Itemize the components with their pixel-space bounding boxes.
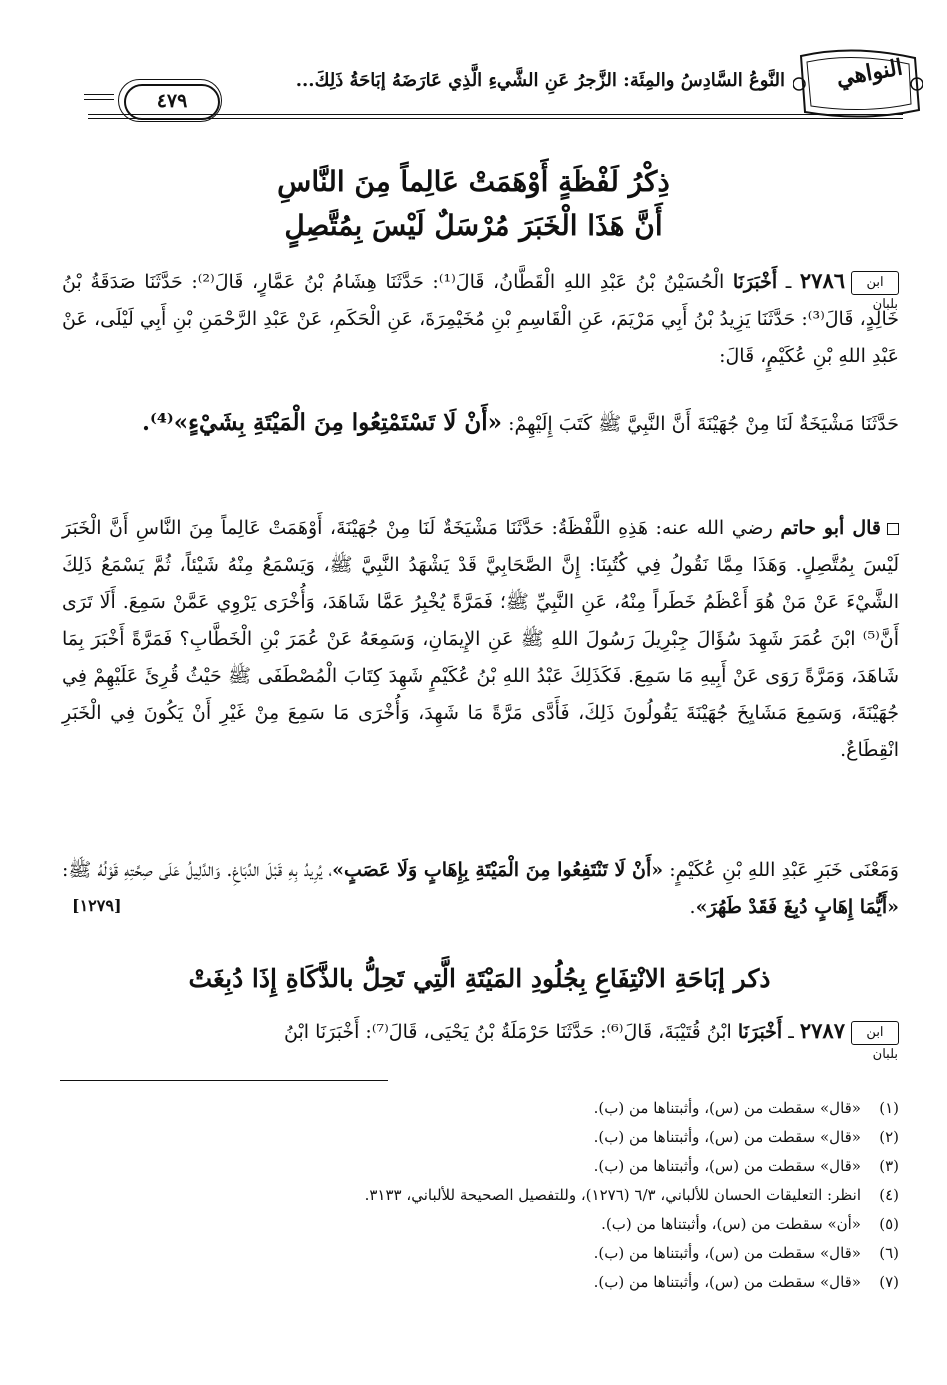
footnote-number: (٣): [879, 1157, 899, 1175]
footnote-text: «قال» سقطت من (س)، وأثبتناها من (ب).: [593, 1273, 861, 1291]
chapter-title-line2: أَنَّ هَذَا الْخَبَرَ مُرْسَلٌ لَيْسَ بِمُتَّصِلٍ: [284, 209, 663, 242]
matn-intro: حَدَّثَنَا مَشْيَخَةٌ لَنَا مِنْ جُهَيْنَةَ أَنَّ النَّبِيَّ ﷺ كَتَبَ إِلَيْهِمْ:: [508, 413, 899, 435]
footnote-number: (٥): [879, 1215, 899, 1233]
footnote-text: «قال» سقطت من (س)، وأثبتناها من (ب).: [593, 1157, 861, 1175]
footnotes: [60, 1094, 899, 1297]
quoted-hadith: «أَنْ لَا تَنْتَفِعُوا مِنَ الْمَيْتَةِ بِإِهَابٍ وَلَا عَصَبٍ»: [332, 859, 664, 881]
chapter-title: [80, 160, 867, 248]
footnote-text: «قال» سقطت من (س)، وأثبتناها من (ب).: [593, 1099, 861, 1117]
footnote-text: «أن» سقطت من (س)، وأثبتناها من (ب).: [601, 1215, 861, 1233]
footnote-text: «قال» سقطت من (س)، وأثبتناها من (ب).: [593, 1244, 861, 1262]
hadith-number: ٢٧٨٦: [799, 268, 846, 293]
hadith-2786: ابن بلبان٢٧٨٦ ـ أَخْبَرَنَا الْحُسَيْنُ بْنُ عَبْدِ اللهِ الْقَطَّانُ، قَالَ⁽¹⁾: حَدَّثَنَا هِشَامُ بْنُ عَمَّارٍ، قَالَ⁽²⁾: حَدَّثَنَا صَدَقَةُ بْنُ خَالِدٍ، قَالَ⁽³⁾: حَدَّثَنَا يَزِيدُ بْنُ أَبِي مَرْيَمَ، عَنِ الْقَاسِمِ بْنِ مُخَيْمِرَةَ، عَنِ الْحَكَمِ، عَنْ عَبْدِ الرَّحْمَنِ بْنِ أَبِي لَيْلَى، عَنْ عَبْدِ اللهِ بْنِ عُكَيْمٍ، قَالَ:: [62, 268, 900, 367]
commentary-text: .: [689, 896, 696, 918]
hadith-isnad: ابْنُ قُتَيْبَةَ، قَالَ⁽⁶⁾: حَدَّثَنَا حَرْمَلَةُ بْنُ يَحْيَى، قَالَ⁽⁷⁾: أَخْبَرَنَا ابْنُ: [284, 1021, 732, 1043]
footnote-number: (٤): [879, 1186, 899, 1204]
footnote-rule: [60, 1080, 388, 1081]
footnote: [60, 1268, 899, 1297]
footnote: [60, 1181, 899, 1210]
footnote-number: (١): [879, 1099, 899, 1117]
hadith-isnad: الْحُسَيْنُ بْنُ عَبْدِ اللهِ الْقَطَّانُ، قَالَ⁽¹⁾: حَدَّثَنَا هِشَامُ بْنُ عَمَّارٍ، قَالَ⁽²⁾: حَدَّثَنَا صَدَقَةُ بْنُ خَالِدٍ، قَالَ⁽³⁾: حَدَّثَنَا يَزِيدُ بْنُ أَبِي مَرْيَمَ، عَنِ الْقَاسِمِ بْنِ مُخَيْمِرَةَ، عَنِ الْحَكَمِ، عَنْ عَبْدِ الرَّحْمَنِ بْنِ أَبِي لَيْلَى، عَنْ عَبْدِ اللهِ بْنِ عُكَيْمٍ، قَالَ:: [62, 271, 900, 367]
hadith-lead: أَخْبَرَنَا: [737, 1021, 783, 1043]
header-rule: [88, 118, 903, 119]
footnote: [60, 1094, 899, 1123]
hadith-emblem-icon: ابن بلبان: [851, 271, 899, 295]
badge-label: النواهي: [834, 54, 905, 92]
header-dash: [84, 99, 114, 100]
header-dash: [84, 94, 114, 95]
square-marker-icon: [887, 523, 899, 535]
hadith-2787: ابن بلبان٢٧٨٧ ـ أَخْبَرَنَا ابْنُ قُتَيْبَةَ، قَالَ⁽⁶⁾: حَدَّثَنَا حَرْمَلَةُ بْنُ يَحْيَى، قَالَ⁽⁷⁾: أَخْبَرَنَا ابْنُ: [284, 1018, 898, 1062]
chapter-badge: [793, 48, 923, 122]
commentary-text: وَمَعْنَى خَبَرِ عَبْدِ اللهِ بْنِ عُكَيْمٍ:: [669, 859, 899, 881]
commentary-paragraph: [62, 510, 899, 769]
footnote-text: «قال» سقطت من (س)، وأثبتناها من (ب).: [593, 1128, 861, 1146]
header-title: النَّوعُ السَّادِسُ والمِئَة: الزَّجرُ عَنِ الشَّيءِ الَّذِي عَارَضَهُ إبَاحَةُ ذَلِكَ...: [295, 70, 785, 91]
footnote-text: انظر: التعليقات الحسان للألباني، ٦/٣ (١٢٧٦)، وللتفصيل الصحيحة للألباني، ٣١٣٣.: [364, 1186, 861, 1204]
hadith-number: ٢٧٨٧: [799, 1018, 845, 1043]
footnote-number: (٢): [879, 1128, 899, 1146]
section-title: ذكر إبَاحَةِ الانْتِفَاعِ بِجُلُودِ المَيْتَةِ الَّتِي تَحِلُّ بالذَّكَاةِ إِذَا دُبِغَتْ: [188, 964, 771, 993]
header-rule: [88, 114, 903, 115]
quoted-hadith: «أَيُّمَا إِهَابٍ دُبِغَ فَقَدْ طَهُرَ»: [695, 896, 899, 918]
commentary-speaker: قال أبو حاتم: [780, 517, 881, 539]
reference-number: [١٢٧٩]: [72, 896, 122, 915]
footnote: [60, 1123, 899, 1152]
footnote: [60, 1239, 899, 1268]
hadith-emblem-icon: ابن بلبان: [851, 1021, 899, 1045]
chapter-title-line1: ذِكْرُ لَفْظَةٍ أَوْهَمَتْ عَالِماً مِنَ النَّاسِ: [277, 165, 670, 198]
page-number: ٤٧٩: [124, 84, 220, 120]
footnote-number: (٧): [879, 1273, 899, 1291]
matn-text: «أَنْ لَا تَسْتَمْتِعُوا مِنَ الْمَيْتَةِ بِشَيْءٍ»⁽⁴⁾.: [141, 409, 503, 436]
footnote: [60, 1152, 899, 1181]
running-header: [88, 52, 903, 122]
footnote-number: (٦): [879, 1244, 899, 1262]
hadith-2786-matn: [62, 404, 899, 443]
footnote: [60, 1210, 899, 1239]
commentary-text: ، يُرِيدُ بِهِ قَبْلَ الدِّبَاغِ. وَالدَّلِيلُ عَلَى صِحَّتِهِ قَوْلُهُ ﷺ:: [62, 859, 333, 881]
commentary-paragraph-2: [62, 852, 899, 926]
hadith-lead: أَخْبَرَنَا: [732, 271, 778, 293]
commentary-text: رضي الله عنه: هَذِهِ اللَّفْظَةُ: حَدَّثَنَا مَشْيَخَةٌ لَنَا مِنْ جُهَيْنَةَ، أَوْهَمَتْ عَالِماً مِنَ النَّاسِ أَنَّ الْخَبَرَ لَيْسَ بِمُتَّصِلٍ. وَهَذَا مِمَّا نَقُولُ فِي كُتُبِنَا: إِنَّ الصَّحَابِيَّ قَدْ يَشْهَدُ النَّبِيَّ ﷺ، وَيَسْمَعُ مِنْهُ شَيْئاً، ثُمَّ يَسْمَعُ ذَلِكَ الشَّيْءَ عَنْ مَنْ هُوَ أَعْظَمُ خَطَراً مِنْهُ، عَنِ النَّبِيِّ ﷺ؛ فَمَرَّةً يُخْبِرُ عَمَّا شَاهَدَ، وَأُخْرَى يَرْوِي عَمَّنْ سَمِعَ. أَلَا تَرَى أَنَّ⁽⁵⁾ ابْنَ عُمَرَ شَهِدَ سُؤَالَ جِبْرِيلَ رَسُولَ اللهِ ﷺ عَنِ الإِيمَانِ، وَسَمِعَهُ عَنْ عُمَرَ بْنِ الْخَطَّابِ؟ فَمَرَّةً أَخْبَرَ بِمَا شَاهَدَ، وَمَرَّةً رَوَى عَنْ أَبِيهِ مَا سَمِعَ. فَكَذَلِكَ عَبْدُ اللهِ بْنُ عُكَيْمٍ شَهِدَ كِتَابَ الْمُصْطَفَى ﷺ حَيْثُ قُرِئَ عَلَيْهِمْ فِي جُهَيْنَةَ، وَسَمِعَ مَشَايِخَ جُهَيْنَةَ يَقُولُونَ ذَلِكَ، فَأَدَّى مَرَّةً مَا شَهِدَ، وَأُخْرَى مَا سَمِعَ مِنْ غَيْرِ أَنْ يَكُونَ فِي الْخَبَرِ انْقِطَاعٌ.: [62, 517, 899, 761]
